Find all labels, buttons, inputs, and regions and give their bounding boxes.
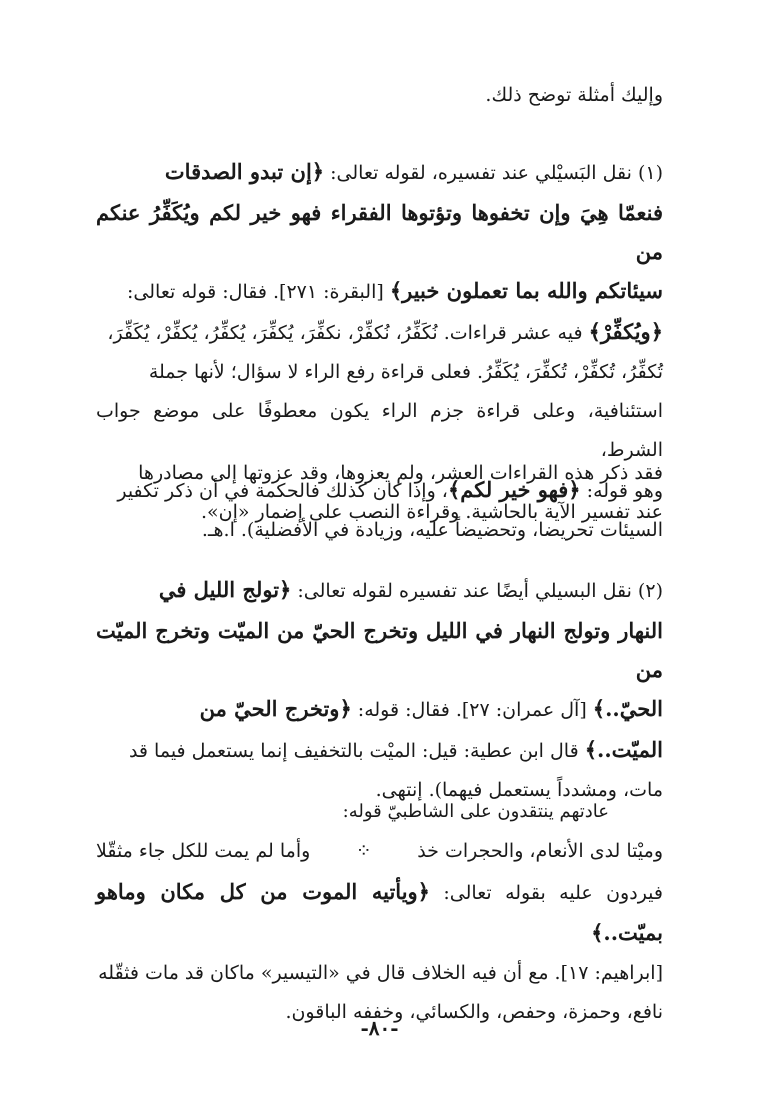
ex1-line-5: تُكفِّرُ، تُكفِّرْ، تُكفِّرَ، يُكَفِّرُ. فعلى قراءة رفع الراء لا سؤال؛ لأنها جملة <box>148 361 663 383</box>
ex1-line-8: السيئات تحريضا، وتحضيضاً عليه، وزيادة في الأفضلية). ا.هـ. <box>201 519 663 541</box>
quran-verse: ﴿تولج الليل في <box>158 577 292 602</box>
example-2-paragraph <box>96 570 663 810</box>
ex3-line-1: عادتهم ينتقدون على الشاطبيّ قوله: <box>342 801 609 822</box>
ex2-line-1 <box>96 570 663 611</box>
quran-verse: ﴿إن تبدو الصدقات <box>164 159 325 184</box>
example-3-paragraph <box>96 872 663 1032</box>
page-number: -٨٠- <box>360 1016 399 1040</box>
note-paragraph <box>96 454 663 532</box>
ex1-text: (١) نقل البَسيْلي عند تفسيره، لقوله تعالى: <box>324 162 663 184</box>
ex1-line-6: استئنافية، وعلى قراءة جزم الراء يكون معطوفًا على موضع جواب الشرط، <box>96 400 663 461</box>
ex2-text: [آل عمران: ٢٧]. فقال: قوله: <box>351 699 593 721</box>
example-3-heading <box>96 792 609 831</box>
intro-paragraph <box>96 76 663 115</box>
verse-hemistich-2: وأما لم يمت للكل جاء مثقّلا <box>96 840 311 862</box>
quran-verse: ﴿ويُكفِّرْ﴾ <box>588 319 663 344</box>
intro-line: وإليك أمثلة توضح ذلك. <box>485 84 663 106</box>
ex2-line-5: مات، ومشدداً يستعمل فيهما). إنتهى. <box>375 779 663 801</box>
ex1-text: فيه عشر قراءات. نُكَفِّرُ، نُكفِّرْ، نكفِّرَ، يُكفِّرَ، يُكفِّرُ، يُكفِّرْ، يُكَفِّرَ، <box>107 322 589 344</box>
ex2-text: (٢) نقل البسيلي أيضًا عند تفسيره لقوله تعالى: <box>291 580 663 602</box>
note-line-2: عند تفسير الآية بالحاشية. وقراءة النصب على إضمار «إن». <box>200 501 663 523</box>
ex2-line-3 <box>96 689 663 730</box>
quran-verse: ﴿فهو خير لكم﴾ <box>447 477 581 502</box>
ex1-text: [البقرة: ٢٧١]. فقال: قوله تعالى: <box>127 281 390 303</box>
ex1-line-4 <box>96 312 663 353</box>
ex2-text: قال ابن عطية: قيل: الميْت بالتخفيف إنما يستعمل فيما قد <box>128 740 585 762</box>
quran-verse: النهار وتولج النهار في الليل وتخرج الحيّ من الميّت وتخرج الميّت من <box>96 618 663 682</box>
ex3-text: فيردون عليه بقوله تعالى: <box>430 882 663 904</box>
note-line-1: فقد ذكر هذه القراءات العشر، ولم يعزوها، وقد عزوتها إلى مصادرها <box>138 462 663 484</box>
ex1-line-3 <box>96 271 663 312</box>
verse-hemistich-1: وميْتا لدى الأنعام، والحجرات خذ <box>417 840 663 862</box>
ex3-line-3 <box>96 872 663 954</box>
ex1-text: وهو قوله: <box>580 480 663 502</box>
ex3-line-4: [ابراهيم: ١٧]. مع أن فيه الخلاف قال في «التيسير» ماكان قد مات فثقّله <box>98 962 663 984</box>
ex1-line-1 <box>96 152 663 193</box>
quran-verse: ﴿وتخرج الحيّ من <box>199 696 352 721</box>
quran-verse: سيئاتكم والله بما تعملون خبير﴾ <box>389 278 663 303</box>
ex3-line-5: نافع، وحمزة، وحفص، والكسائي، وخففه الباقون. <box>285 1001 663 1023</box>
ex2-line-4 <box>96 730 663 771</box>
quran-verse: فنعمّا هِيَ وإن تخفوها وتؤتوها الفقراء فهو خير لكم ويُكَفِّرُ عنكم من <box>96 200 663 264</box>
poem-verse <box>96 840 663 862</box>
quran-verse: ﴿ويأتيه الموت من كل مكان وماهو بميّت..﴾ <box>96 879 663 945</box>
verse-separator: ⁘ <box>355 840 372 862</box>
ex1-text: ، وإذا كان كذلك فالحكمة في أن ذكر تكفير <box>117 480 448 502</box>
quran-verse: الحيّ..﴾ <box>592 696 663 721</box>
quran-verse: الميّت..﴾ <box>584 737 663 762</box>
